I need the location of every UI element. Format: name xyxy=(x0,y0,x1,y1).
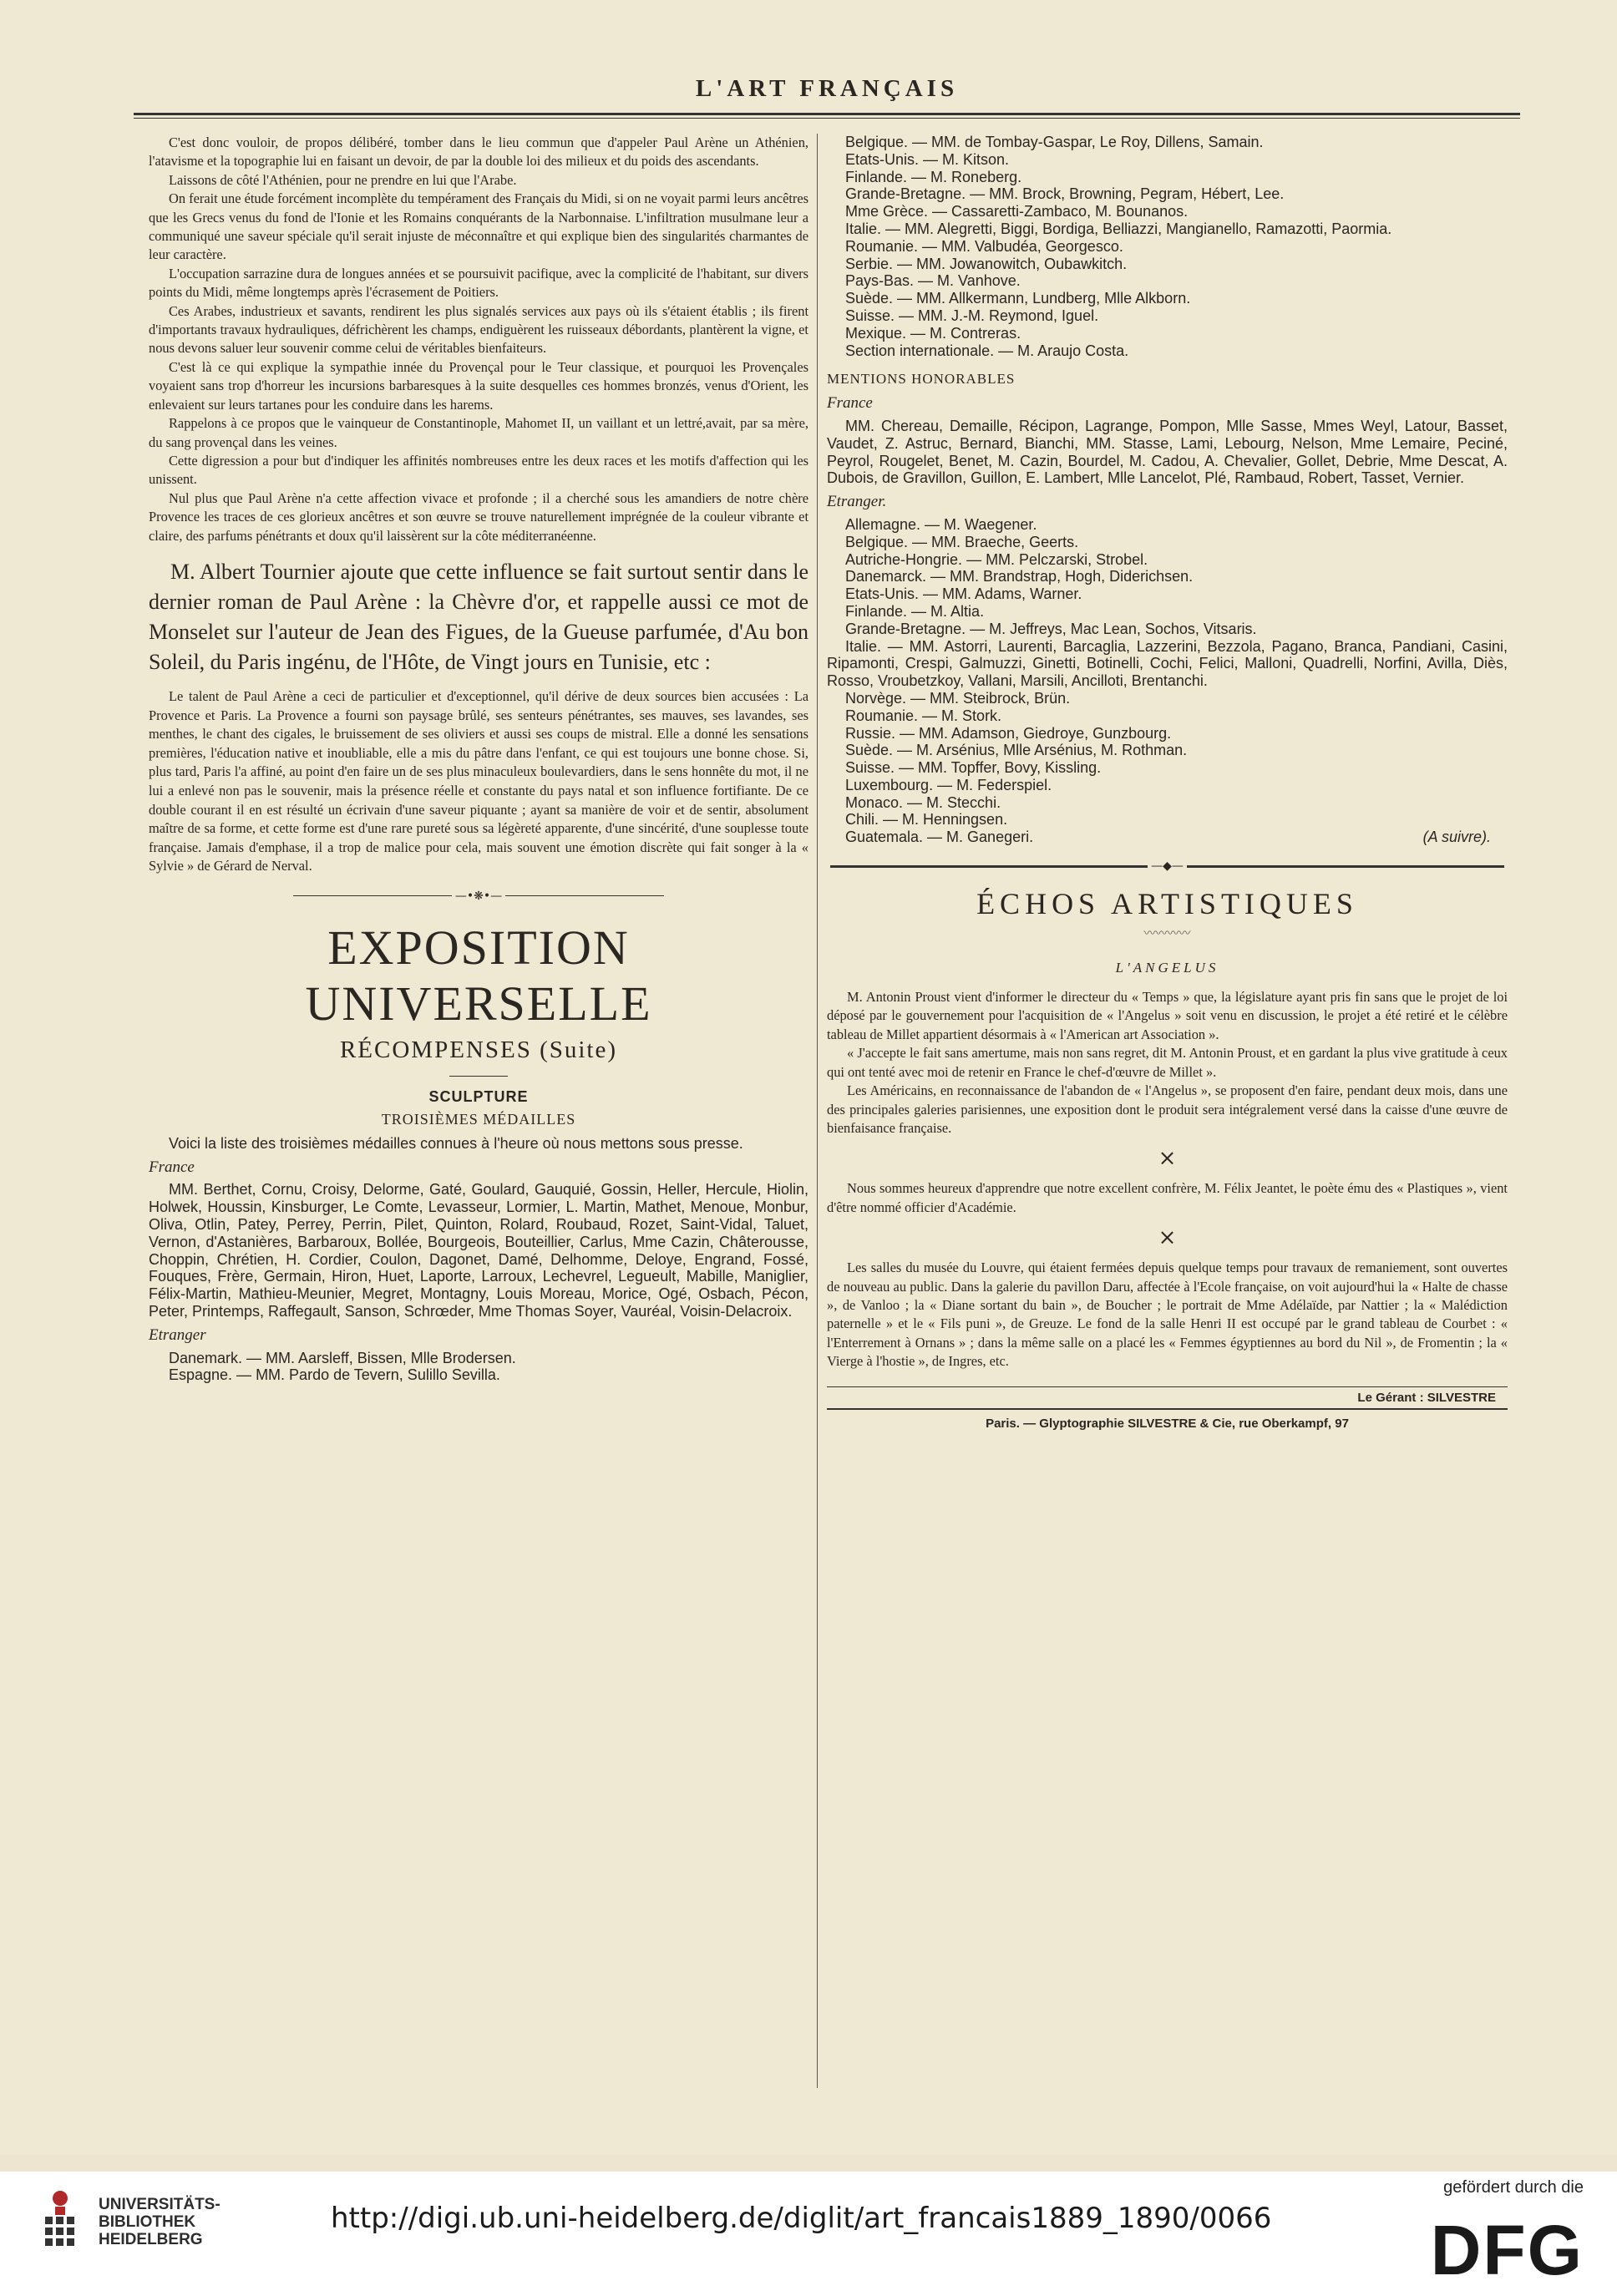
imprint-line: Paris. — Glyptographie SILVESTRE & Cie, rue Oberkampf, 97 xyxy=(986,1416,1349,1431)
list-item: Etats-Unis. — MM. Adams, Warner. xyxy=(845,585,1082,603)
dfg-logo[interactable]: DFG xyxy=(1430,2211,1584,2289)
paragraph: Les salles du musée du Louvre, qui étaient fermées depuis quelque temps pour travaux de remaniement, sont ouvertes de nouveau au public. Dans la galerie du pavillon Daru, affectée à l'Ecole française, on voit aujourd'hui la « Halte de chasse », de Vanloo ; la « Diane sortant du bain », de Boucher ; le portrait de Mme Adélaïde, par Nattier ; la « Malédiction paternelle » et le « Fils puni », de Greuze. Le fond de la salle Henri II est occupé par le grand tableau de Courbet : « l'Enterrement à Ornans » ; dans la même salle on a placé les « Femmes égyptiennes au bord du Nil », de Fromentin ; la « Vierge à l'hostie », de Ingres, etc. xyxy=(827,1260,1508,1370)
paragraph: Nous sommes heureux d'apprendre que notre excellent confrère, M. Félix Jeantet, le poète ému des « Plastiques », vient d'être nommé officier d'Académie. xyxy=(827,1180,1508,1215)
list-item: Roumanie. — MM. Valbudéa, Georgesco. xyxy=(845,237,1123,255)
library-logo-icon xyxy=(33,2188,87,2255)
list-item: Mexique. — M. Contreras. xyxy=(845,324,1021,342)
paragraph: Laissons de côté l'Athénien, pour ne prendre en lui que l'Arabe. xyxy=(169,171,517,188)
section-cross: × xyxy=(1158,1225,1177,1251)
column-divider xyxy=(817,134,818,2088)
france-heading: France xyxy=(149,1158,195,1176)
list-item: Russie. — MM. Adamson, Giedroye, Gunzbourg. xyxy=(845,724,1172,742)
library-name: UNIVERSITÄTS- BIBLIOTHEK HEIDELBERG xyxy=(99,2195,220,2248)
list-item: Suisse. — MM. Topffer, Bovy, Kissling. xyxy=(845,759,1102,777)
paragraph: Les Américains, en reconnaissance de l'abandon de « l'Angelus », se proposent d'en faire, pendant deux mois, dans une des principales galeries parisiennes, une exposition dont le produit sera intégralement versé dans la caisse d'une œuvre de bienfaisance française. xyxy=(827,1082,1508,1136)
paragraph: On ferait une étude forcément incomplète du tempérament des Français du Midi, si on ne voyait parmi leurs ancêtres que les Grecs venus du fond de l'Ionie et les Romains conquérants de la Narbonnaise. L'infiltration musulmane leur a communiqué une saveur spéciale qu'il serait injuste de méconnaître et qui explique bien des singularités charmantes de leur caractère. xyxy=(149,190,809,263)
header-rule xyxy=(134,113,1520,115)
etranger-heading: Etranger. xyxy=(827,493,887,511)
paragraph: Cette digression a pour but d'indiquer les affinités nombreuses entre les deux races et les motifs d'affection qui les unissent. xyxy=(149,452,808,488)
list-item: Danemarck. — MM. Brandstrap, Hogh, Diderichsen. xyxy=(845,568,1194,585)
mentions-heading: MENTIONS HONORABLES xyxy=(827,371,1016,388)
tournier-paragraph: M. Albert Tournier ajoute que cette influence se fait surtout sentir dans le dernier roman de Paul Arène : la Chèvre d'or, et rappelle aussi ce mot de Monselet sur l'auteur de Jean des Figues, de la Gueuse parfumée, d'Au bon Soleil, du Paris ingénu, de l'Hôte, de Vingt jours en Tunisie, etc : xyxy=(149,559,808,674)
squiggle-ornament: 〰〰〰〰 xyxy=(1143,927,1191,941)
paragraph: C'est là ce qui explique la sympathie innée du Provençal pour le Teur classique, et pourquoi les Provençales voyaient sans trop d'horreur les incursions barbaresques à la suite desquelles ces hommes bronzés, venus d'Orient, les enlevaient sur leurs tartanes pour les conduire dans les harems. xyxy=(149,358,808,413)
ornament-divider: —◆— xyxy=(827,859,1508,873)
list-item: Pays-Bas. — M. Vanhove. xyxy=(845,272,1021,290)
paragraph: Rappelons à ce propos que le vainqueur de Constantinople, Mahomet II, un vaillant et un lettré,avait, par sa mère, du sang provençal dans les veines. xyxy=(149,415,808,450)
list-item: Suisse. — MM. J.-M. Reymond, Iguel. xyxy=(845,307,1099,324)
list-item: Grande-Bretagne. — MM. Brock, Browning, Pegram, Hébert, Lee. xyxy=(845,185,1285,203)
monselet-quote: Le talent de Paul Arène a ceci de particulier et d'exceptionnel, qu'il dérive de deux sources bien accusées : La Provence et Paris. La Provence a fourni son paysage brûlé, ses senteurs pénétrantes, ses mauves, ses lavandes, ses menthes, le chant des cigales, le bruissement de ses oliviers et aussi ses coups de mistral. Elle a donné les sensations premières, l'éducation native et inoubliable, elle a mis du pâtre dans l'enfant, ce qui est toujours une bonne chose. Si, plus tard, Paris l'a affiné, au point d'en faire un de ses plus minaculeux boulevardiers, dans le sens honnête du mot, il ne lui a enlevé non pas le souvenir, mais la présence réelle et constante du pays natal et son influence fortifiante. De ce double courant il en est résulté un écrivain d'une saveur piquante ; ayant sa manière de voir et de sentir, absolument maître de sa forme, et cette forme est d'une rare pureté sous sa légèreté apparente, d'une sincérité, d'une souplesse toute française. Jamais d'emphase, il a trop de malice pour cela, mais souvent une émotion discrète qui fait songer à la « Sylvie » de Gérard de Nerval. xyxy=(149,687,808,874)
france-list: MM. Berthet, Cornu, Croisy, Delorme, Gaté, Goulard, Gauquié, Gossin, Heller, Hercule, Hiolin, Holwek, Houssin, Kinsburger, Le Comte, Levasseur, Lormier, L. Martin, Mathet, Menoue, Monbur, Oliva, Otlin, Patey, Perrey, Perrin, Pilet, Quinton, Rolard, Roubaud, Rozet, Saint-Vidal, Taluet, Vernon, d'Astanières, Barbaroux, Bollée, Bourgeois, Bouteillier, Carlus, Mme Cazin, Châterousse, Choppin, Chrétien, H. Cordier, Coulon, Dagonet, Damé, Delhomme, Deloye, Engrand, Fossé, Fouques, Frère, Germain, Hiron, Huet, Laporte, Larroux, Lechevrel, Legueult, Mabille, Maniglier, Félix-Martin, Mathieu-Meunier, Megret, Montagny, Louis Moreau, Morice, Ogé, Osbach, Pécon, Peter, Printemps, Raffegault, Sanson, Schrœder, Mme Thomas Soyer, Vauréal, Voisin-Delacroix. xyxy=(149,1181,808,1320)
paragraph: M. Antonin Proust vient d'informer le directeur du « Temps » que, la législature ayant pris fin sans que le projet de loi déposé par le gouvernement pour l'acquisition de « l'Angelus » soit venu en discussion, le projet a été retiré et le célèbre tableau de Millet appartient désormais à « l'American art Association ». xyxy=(827,989,1508,1042)
list-item: Italie. — MM. Alegretti, Biggi, Bordiga, Belliazzi, Mangianello, Ramazotti, Paormia. xyxy=(845,220,1392,237)
list-item: Chili. — M. Henningsen. xyxy=(845,811,1008,829)
short-rule xyxy=(449,1076,508,1077)
list-item: Suède. — MM. Allkermann, Lundberg, Mlle Alkborn. xyxy=(845,290,1191,307)
list-item: Allemagne. — M. Waegener. xyxy=(845,515,1037,533)
university-logo[interactable] xyxy=(33,2188,220,2255)
list-item: Italie. — MM. Astorri, Laurenti, Barcaglia, Lazzerini, Bezzola, Pagano, Branca, Pandiani, Casini, Ripamonti, Crespi, Galmuzzi, Ginetti, Botinelli, Cochi, Felici, Malloni, Quadrelli, Norfini, Avilla, Diès, Rosso, Vroubetzkoy, Vallani, Marsili, Ancilloti, Brentanchi. xyxy=(827,637,1508,690)
paragraph: L'occupation sarrazine dura de longues années et se poursuivit pacifique, avec la complicité de l'habitant, sur divers points du Midi, même longtemps après l'écrasement de Poitiers. xyxy=(149,265,808,301)
right-column xyxy=(827,134,1508,1431)
list-item: Norvège. — MM. Steibrock, Brün. xyxy=(845,689,1071,707)
list-item: Mme Grèce. — Cassaretti-Zambaco, M. Bounanos. xyxy=(845,203,1189,220)
list-item: Roumanie. — M. Stork. xyxy=(845,707,1002,724)
sculpture-heading: SCULPTURE xyxy=(428,1087,529,1105)
section-cross: × xyxy=(1158,1146,1177,1172)
gerant-line: Le Gérant : SILVESTRE xyxy=(1357,1390,1496,1405)
etranger-heading: Etranger xyxy=(149,1325,206,1344)
list-item: Finlande. — M. Roneberg. xyxy=(845,168,1022,185)
guatemala-line xyxy=(827,829,1508,846)
troisiemes-heading: TROISIÈMES MÉDAILLES xyxy=(381,1110,576,1128)
list-item: Etats-Unis. — M. Kitson. xyxy=(845,150,1010,168)
list-item: Guatemala. — M. Ganegeri. xyxy=(845,829,1034,846)
left-column xyxy=(149,134,808,1384)
recompenses-subtitle: RÉCOMPENSES (Suite) xyxy=(339,1036,618,1063)
list-item: Belgique. — MM. de Tombay-Gaspar, Le Roy, Dillens, Samain. xyxy=(845,134,1264,150)
france-heading: France xyxy=(827,394,873,413)
angelus-heading: L'ANGELUS xyxy=(1115,960,1219,976)
list-item: Danemark. — MM. Aarsleff, Bissen, Mlle Brodersen. xyxy=(169,1349,516,1366)
funding-note: gefördert durch die xyxy=(1443,2178,1584,2197)
list-item: Suède. — M. Arsénius, Mlle Arsénius, M. Rothman. xyxy=(845,742,1188,759)
list-item: Section internationale. — M. Araujo Costa. xyxy=(845,342,1129,359)
header-rule-thin xyxy=(134,118,1520,119)
paragraph: « J'accepte le fait sans amertume, mais non sans regret, dit M. Antonin Proust, et en gardant la plus vive gratitude à ceux qui ont tenté avec moi de retenir en France le chef-d'œuvre de Millet ». xyxy=(827,1045,1508,1080)
medal-list-continued xyxy=(827,134,1508,846)
list-item: Serbie. — MM. Jowanowitch, Oubawkitch. xyxy=(845,255,1128,272)
list-item: Espagne. — MM. Pardo de Tevern, Sulillo Sevilla. xyxy=(169,1366,500,1384)
list-item: Grande-Bretagne. — M. Jeffreys, Mac Lean, Sochos, Vitsaris. xyxy=(845,620,1257,637)
echos-title: ÉCHOS ARTISTIQUES xyxy=(976,887,1358,921)
source-url-link[interactable]: http://digi.ub.uni-heidelberg.de/diglit/art_francais1889_1890/0066 xyxy=(331,2202,1272,2235)
medal-list xyxy=(149,1135,808,1384)
list-item: Luxembourg. — M. Federspiel. xyxy=(845,776,1052,793)
ornament-divider: —•❋•— xyxy=(149,890,808,903)
intro-text: Voici la liste des troisièmes médailles connues à l'heure où nous mettons sous presse. xyxy=(169,1134,743,1152)
gerant-rule xyxy=(827,1386,1508,1387)
a-suivre: (A suivre). xyxy=(1422,829,1491,846)
paragraph: Ces Arabes, industrieux et savants, rendirent les plus signalés services aux pays où ils s'étaient établis ; ils firent d'importants travaux hydrauliques, défrichèrent les champs, endiguèrent les ruisseaux débordants, plantèrent la vigne, et nous devons saluer leur souvenir comme celui de véritables bienfaiteurs. xyxy=(149,302,808,357)
list-item: Monaco. — M. Stecchi. xyxy=(845,793,1001,811)
exposition-title: EXPOSITION UNIVERSELLE xyxy=(305,920,652,1031)
gerant-rule-thick xyxy=(827,1408,1508,1410)
paragraph: C'est donc vouloir, de propos délibéré, tomber dans le lieu commun que d'appeler Paul Arène un Athénien, l'atavisme et la topographie lui en faisant un devoir, de par la double loi des milieux et du poids des ascendants. xyxy=(149,134,808,170)
mentions-france-list: MM. Chereau, Demaille, Récipon, Lagrange, Pompon, Mlle Sasse, Mmes Weyl, Latour, Basset, Vaudet, Z. Astruc, Bernard, Bianchi, MM. Stasse, Lami, Lebourg, Nelson, Mme Lemaire, Peciné, Peyrol, Rougelet, Benet, M. Cazin, Bourdel, M. Cadou, A. Chevalier, Gollet, Debrie, Mme Descat, A. Dubois, de Gravillon, Guillon, E. Lambert, Mlle Lancelot, Plé, Rambaud, Robert, Tasset, Vernier. xyxy=(827,417,1508,487)
list-item: Finlande. — M. Altia. xyxy=(845,602,985,620)
page-header: L'ART FRANÇAIS xyxy=(695,75,959,102)
paragraph: Nul plus que Paul Arène n'a cette affection vivace et profonde ; il a cherché sous les amandiers de notre chère Provence les traces de ces glorieux ancêtres et son œuvre se trouve naturellement imprégnée de la couleur vibrante et claire, des parfums pénétrants et doux qu'il laissèrent sur la côte méditerranéenne. xyxy=(149,489,808,544)
list-item: Autriche-Hongrie. — MM. Pelczarski, Strobel. xyxy=(845,550,1148,568)
list-item: Belgique. — MM. Braeche, Geerts. xyxy=(845,533,1079,550)
